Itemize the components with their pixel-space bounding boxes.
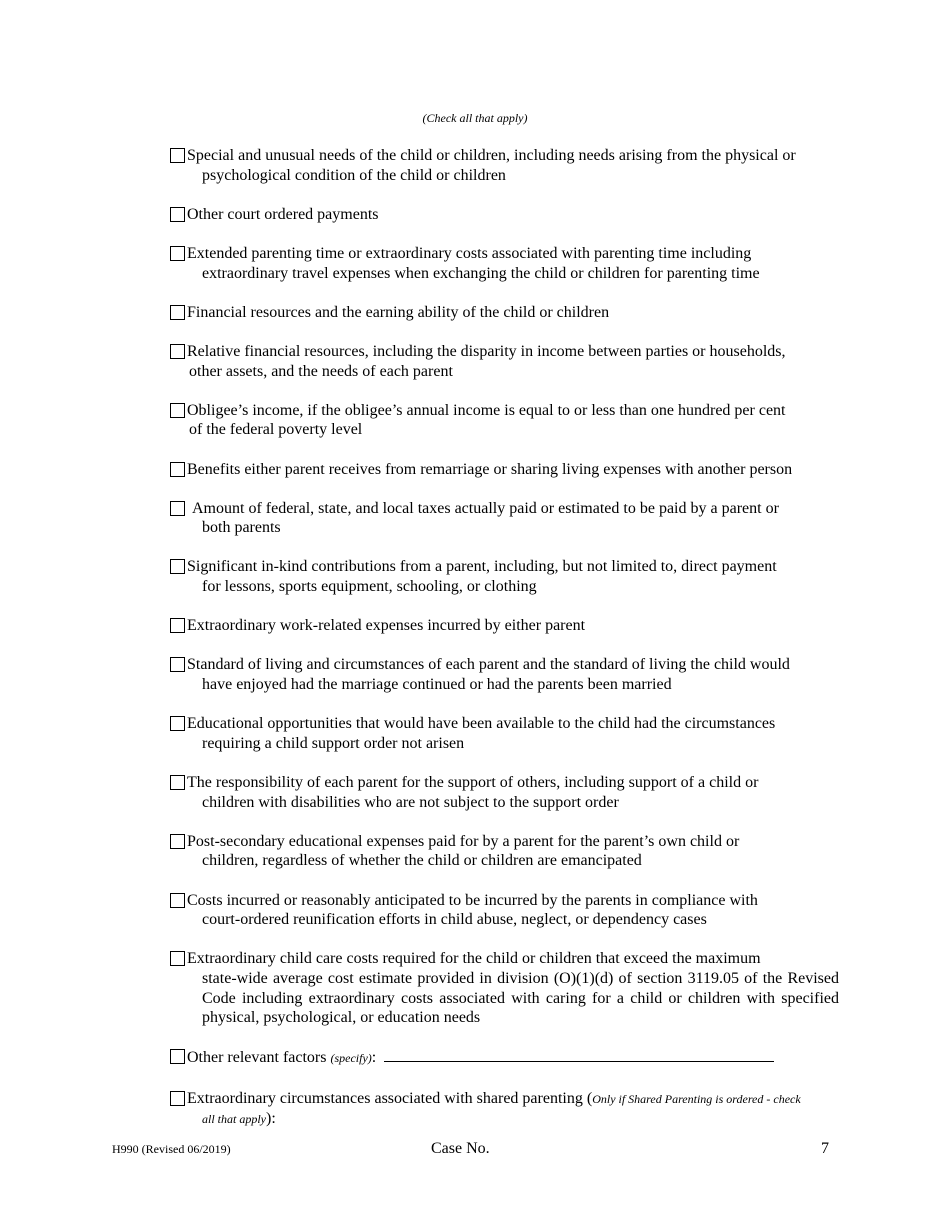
checkbox-shared-parenting[interactable] (170, 1091, 185, 1106)
factor-special-needs: Special and unusual needs of the child or children, including needs arising from the physical or psychological condition of the child or children (170, 146, 839, 185)
checkbox-educational-opportunities[interactable] (170, 716, 185, 731)
checkbox-court-payments[interactable] (170, 207, 185, 222)
factor-obligee-income: Obligee’s income, if the obligee’s annual income is equal to or less than one hundred per cent of the federal poverty level (170, 401, 839, 440)
checkbox-child-care-costs[interactable] (170, 951, 185, 966)
case-number-label: Case No. (431, 1140, 490, 1157)
form-number: H990 (Revised 06/2019) (112, 1142, 231, 1156)
factor-court-payments: Other court ordered payments (170, 205, 839, 225)
factor-relative-financial: Relative financial resources, including the disparity in income between parties or households, other assets, and the needs of each parent (170, 342, 839, 381)
checkbox-support-of-others[interactable] (170, 775, 185, 790)
checkbox-in-kind[interactable] (170, 559, 185, 574)
factor-in-kind: Significant in-kind contributions from a parent, including, but not limited to, direct payment for lessons, sports equipment, schooling, or clothing (170, 557, 839, 596)
factor-child-care-costs: Extraordinary child care costs required for the child or children that exceed the maximum state-wide average cost estimate provided in division (O)(1)(d) of section 3119.05 of the Revised Code including extraordinary costs associated with caring for a child or children with specified physical, psychological, or education needs (170, 949, 839, 1027)
factor-other-relevant: Other relevant factors (specify): (170, 1047, 839, 1069)
deviation-factors-list (170, 146, 839, 1149)
checkbox-benefits-remarriage[interactable] (170, 462, 185, 477)
other-factors-input-line[interactable] (384, 1047, 774, 1062)
checkbox-other-relevant[interactable] (170, 1049, 185, 1064)
checkbox-obligee-income[interactable] (170, 403, 185, 418)
factor-financial-resources-child: Financial resources and the earning ability of the child or children (170, 303, 839, 323)
check-all-instruction: (Check all that apply) (422, 111, 528, 125)
factor-work-expenses: Extraordinary work-related expenses incurred by either parent (170, 616, 839, 636)
page-number: 7 (821, 1140, 829, 1157)
factor-educational-opportunities: Educational opportunities that would have been available to the child had the circumstances requiring a child support order not arisen (170, 714, 839, 753)
checkbox-relative-financial[interactable] (170, 344, 185, 359)
factor-reunification-costs: Costs incurred or reasonably anticipated to be incurred by the parents in compliance with court-ordered reunification efforts in child abuse, neglect, or dependency cases (170, 891, 839, 930)
checkbox-extended-parenting[interactable] (170, 246, 185, 261)
checkbox-special-needs[interactable] (170, 148, 185, 163)
checkbox-work-expenses[interactable] (170, 618, 185, 633)
checkbox-taxes[interactable] (170, 501, 185, 516)
checkbox-standard-of-living[interactable] (170, 657, 185, 672)
factor-post-secondary: Post-secondary educational expenses paid for by a parent for the parent’s own child or children, regardless of whether the child or children are emancipated (170, 832, 839, 871)
factor-support-of-others: The responsibility of each parent for the support of others, including support of a child or children with disabilities who are not subject to the support order (170, 773, 839, 812)
factor-taxes: Amount of federal, state, and local taxes actually paid or estimated to be paid by a parent or both parents (170, 499, 839, 538)
factor-standard-of-living: Standard of living and circumstances of each parent and the standard of living the child would have enjoyed had the marriage continued or had the parents been married (170, 655, 839, 694)
factor-shared-parenting: Extraordinary circumstances associated with shared parenting (Only if Shared Parenting is ordered - check all that apply): (170, 1089, 839, 1130)
checkbox-post-secondary[interactable] (170, 834, 185, 849)
factor-benefits-remarriage: Benefits either parent receives from remarriage or sharing living expenses with another person (170, 460, 839, 480)
factor-extended-parenting: Extended parenting time or extraordinary costs associated with parenting time including extraordinary travel expenses when exchanging the child or children for parenting time (170, 244, 839, 283)
checkbox-financial-resources-child[interactable] (170, 305, 185, 320)
checkbox-reunification-costs[interactable] (170, 893, 185, 908)
